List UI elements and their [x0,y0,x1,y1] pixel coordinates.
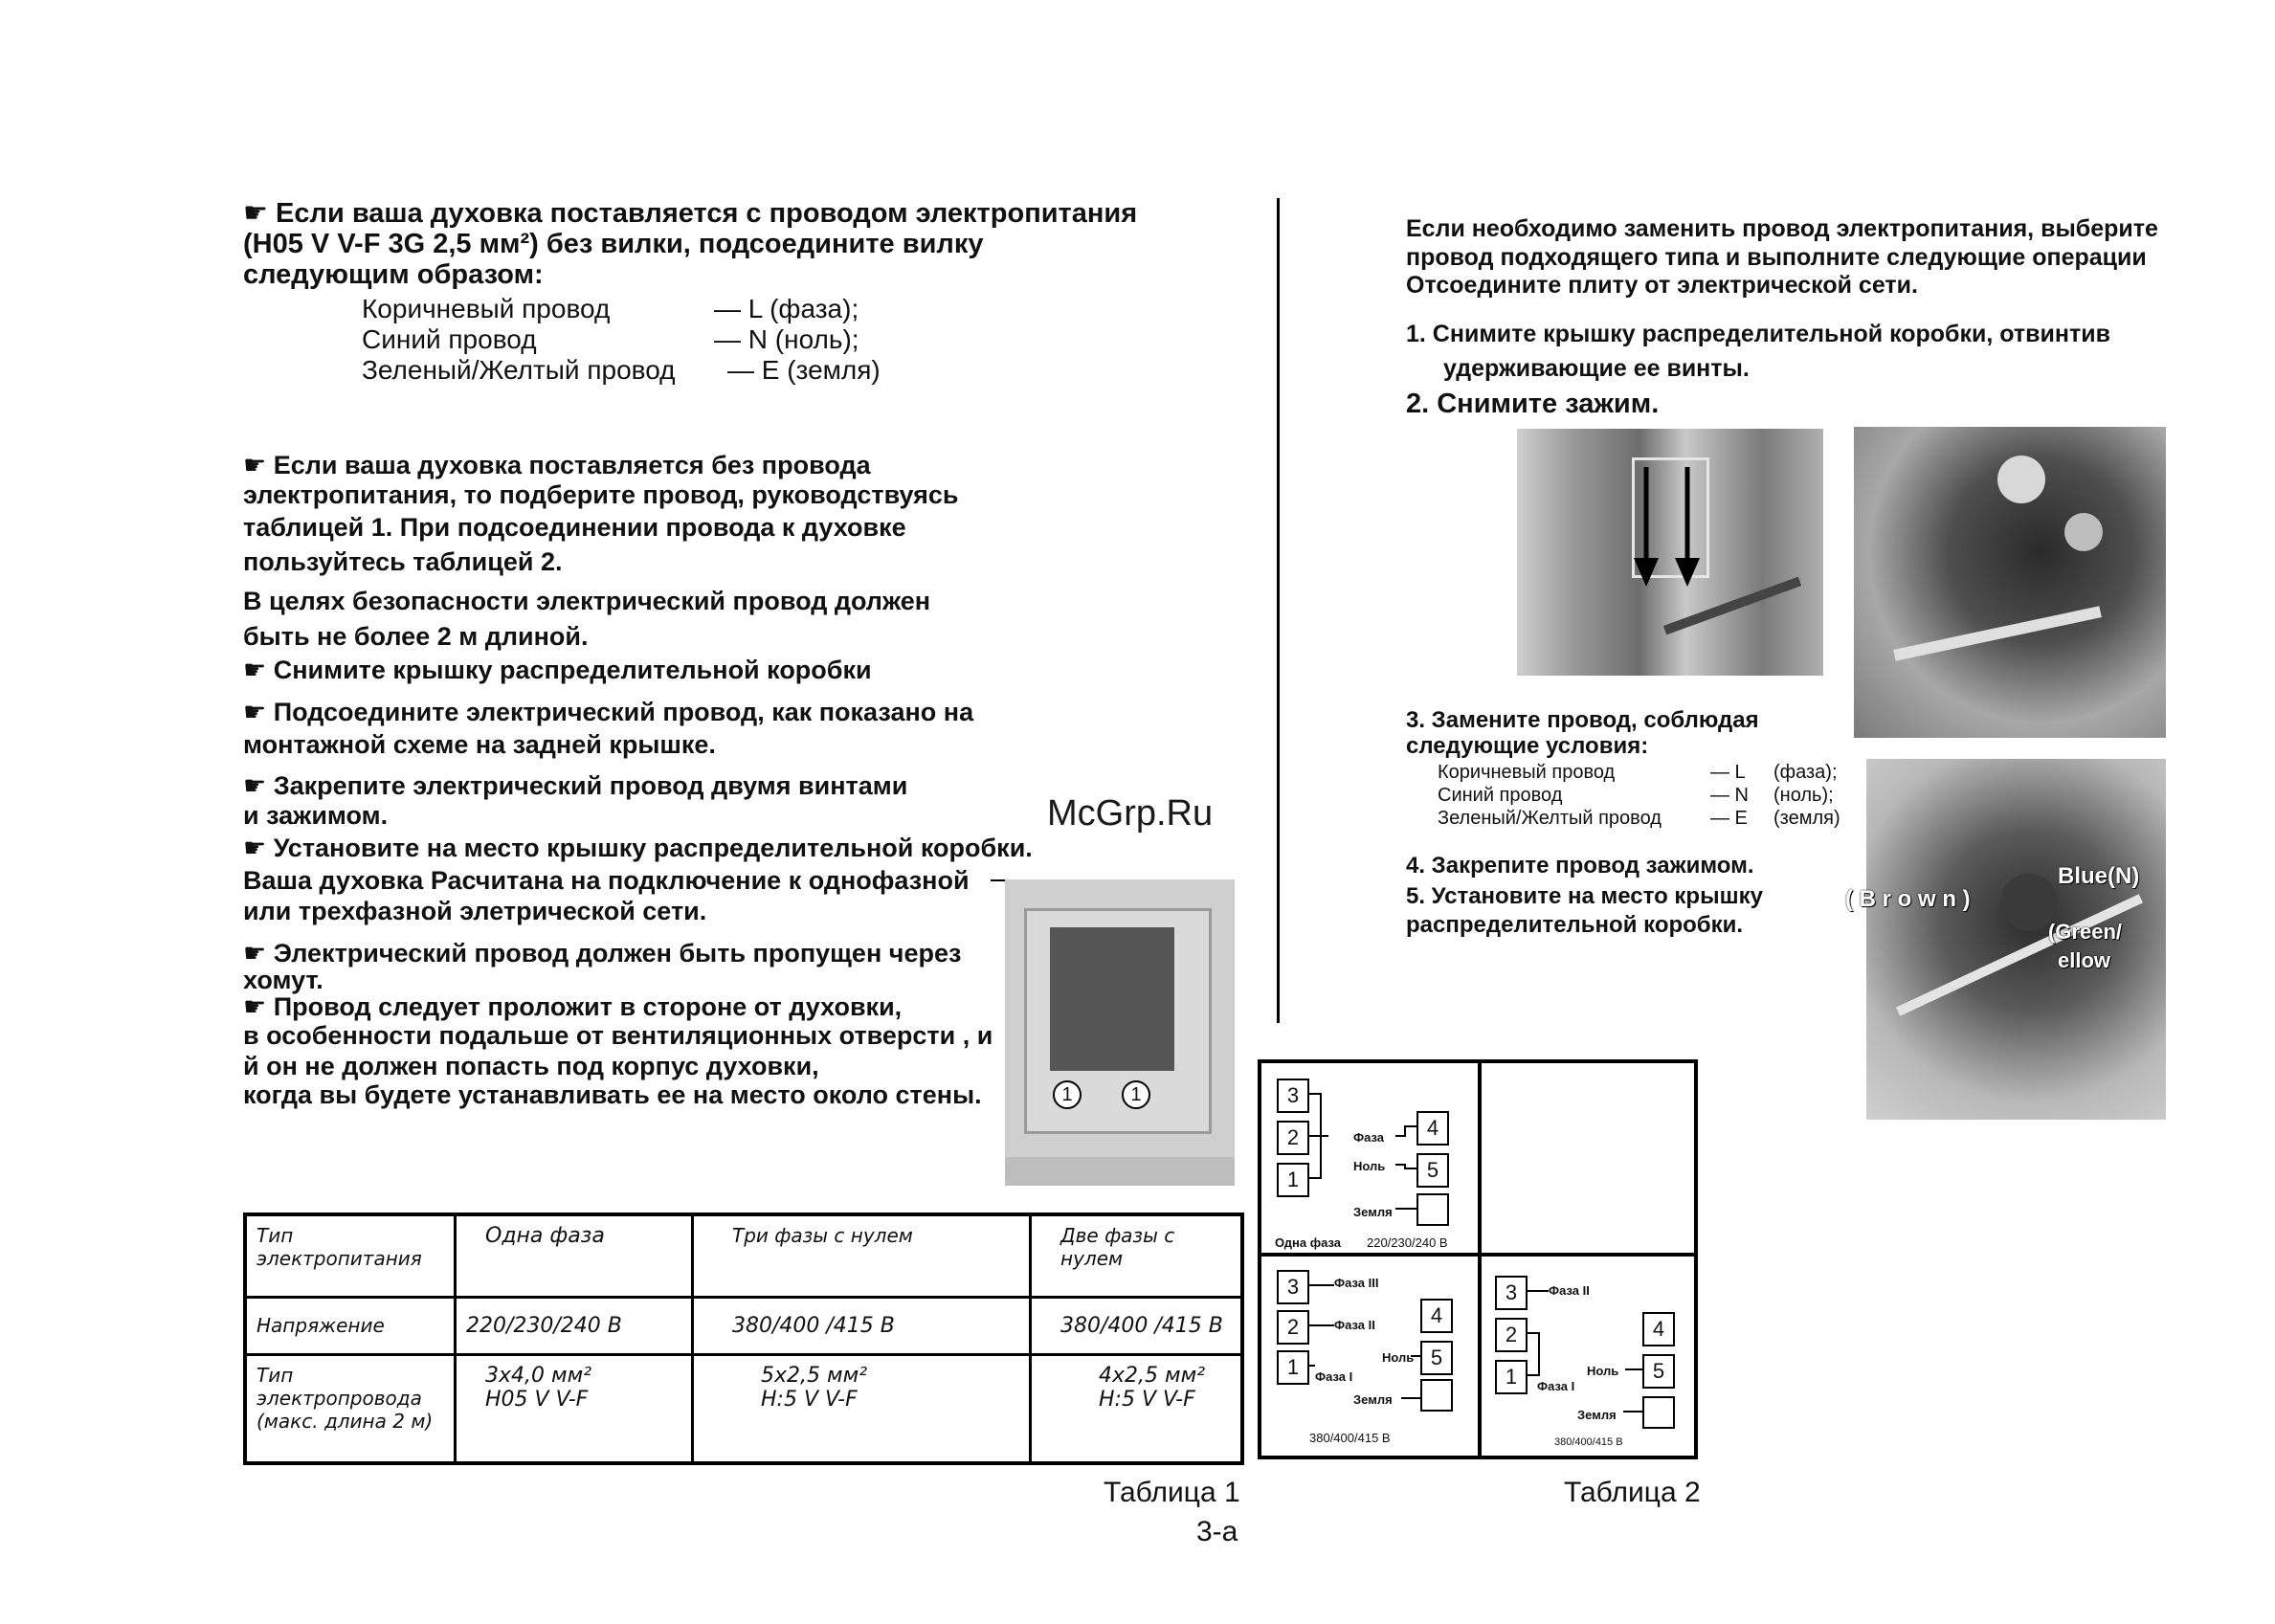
r-wire-brown-desc: (фаза); [1773,762,1838,783]
callout-2: 1 [1122,1080,1150,1109]
label-blue: Blue(N) [2058,863,2140,889]
t1-voltage-label: Напряжение [245,1297,456,1354]
table1-caption: Таблица 1 [1104,1477,1240,1508]
table2 [1258,1059,1698,1459]
table1 [243,1212,1244,1465]
wire-brown-name: Коричневый провод [362,294,611,323]
lbl-zemlya: Земля [1353,1205,1393,1219]
clamp-photo [1517,429,1823,676]
para-line: хомут. [243,966,323,994]
t1-voltage-single: 220/230/240 В [456,1297,693,1354]
step1-line1: 1. Снимите крышку распределительной коробки, отвинтив [1406,321,2110,347]
para-line: пользуйтесь таблицей 2. [243,547,563,576]
intro-line: Отсоедините плиту от электрической сети. [1406,272,1918,299]
wire-blue-code: — N (ноль); [714,324,859,354]
terminal: 2 [1277,1310,1309,1345]
t1-header-type: Тип электропитания [245,1214,456,1297]
page-number: 3-a [1196,1516,1238,1547]
step5-line1: 5. Установите на место крышку [1406,883,1763,909]
heading1-line1: ☛ Если ваша духовка поставляется с проводом электропитания [243,198,1138,229]
intro-line: провод подходящего типа и выполните следующие операции [1406,244,2147,271]
r-wire-blue-code: — N [1710,785,1749,806]
step4: 4. Закрепите провод зажимом. [1406,853,1754,879]
heading1-line3: следующим образом: [243,259,544,290]
terminal: 4 [1642,1312,1675,1346]
para-line: быть не более 2 м длиной. [243,622,589,651]
terminal: 4 [1420,1299,1453,1333]
terminal: 5 [1416,1153,1449,1188]
lbl-single-volt: 220/230/240 В [1367,1235,1448,1250]
para-line: ☛ Если ваша духовка поставляется без провода [243,451,871,479]
terminal: 4 [1416,1111,1449,1146]
rear-panel-photo [1005,879,1235,1186]
lbl-faza1: Фаза I [1315,1369,1353,1384]
r-wire-blue-name: Синий провод [1438,785,1563,806]
lbl-faza: Фаза [1353,1130,1385,1145]
para-line: в особенности подальше от вентиляционных отверсти , и [243,1021,993,1050]
para-line: ☛ Установите на место крышку распределительной коробки. [243,834,1033,862]
t1-wire-single: 3x4,0 мм² H05 V V-F [456,1354,693,1463]
watermark: McGrp.Ru [1047,793,1214,834]
para-line: ☛ Подсоедините электрический провод, как показано на [243,698,974,726]
para-line: ☛ Закрепите электрический провод двумя винтами [243,771,908,800]
callout-1: 1 [1053,1080,1082,1109]
t1-wire-two: 4x2,5 мм² H:5 V V-F [1031,1354,1243,1463]
lbl-zemlya: Земля [1353,1392,1393,1407]
lbl-faza3: Фаза III [1334,1276,1379,1290]
lbl-zemlya: Земля [1577,1408,1617,1422]
label-yellow: ellow [2058,948,2111,972]
r-wire-green-desc: (земля) [1773,808,1840,829]
step5-line2: распределительной коробки. [1406,912,1744,938]
wire-green-code: — E (земля) [727,355,881,385]
lbl-nol: Ноль [1353,1159,1386,1173]
step3-line1: 3. Замените провод, соблюдая [1406,707,1759,733]
para-line: и зажимом. [243,801,389,830]
lbl-two-volt: 380/400/415 В [1554,1436,1623,1448]
lbl-faza2: Фаза II [1334,1318,1375,1332]
para-line: й он не должен попасть под корпус духовки, [243,1052,819,1080]
para-line: ☛ Провод следует проложит в стороне от духовки, [243,992,903,1021]
terminal: 1 [1495,1360,1528,1394]
heading1-line2: (H05 V V-F 3G 2,5 мм²) без вилки, подсоедините вилку [243,229,984,259]
para-line: электропитания, то подберите провод, руководствуясь [243,480,959,509]
lbl-faza2: Фаза II [1549,1283,1590,1298]
terminal: 3 [1277,1270,1309,1304]
para-line: В целях безопасности электрический провод должен [243,587,931,615]
column-divider [1277,198,1280,1023]
para-line: или трехфазной элетрической сети. [243,897,707,925]
terminal: 1 [1277,1163,1309,1197]
wire-blue-name: Синий провод [362,324,537,354]
t1-wire-label: Тип электропровода (макс. длина 2 м) [245,1354,456,1463]
t1-voltage-three: 380/400 /415 В [693,1297,1031,1354]
label-brown: ( B r o w n ) [1845,886,1971,912]
table2-wiring [1261,1063,1694,1456]
lbl-faza1: Фаза I [1537,1379,1575,1393]
lbl-three-volt: 380/400/415 В [1309,1431,1391,1445]
step1-line2: удерживающие ее винты. [1443,355,1750,382]
lbl-nol: Ноль [1382,1350,1415,1365]
r-wire-brown-code: — L [1710,762,1746,783]
lbl-nol: Ноль [1587,1364,1619,1378]
wire-brown-code: — L (фаза); [714,294,859,323]
para-line: Ваша духовка Расчитана на подключение к однофазной [243,866,970,895]
lbl-single-title: Одна фаза [1275,1235,1342,1250]
para-line: монтажной схеме на задней крышке. [243,730,716,759]
r-wire-green-name: Зеленый/Желтый провод [1438,808,1662,829]
t1-voltage-two: 380/400 /415 В [1031,1297,1243,1354]
para-line: когда вы будете устанавливать ее на место около стены. [243,1080,982,1109]
terminal: 2 [1495,1318,1528,1352]
t1-header-single: Одна фаза [456,1214,693,1297]
intro-line: Если необходимо заменить провод электропитания, выберите [1406,215,2158,242]
t1-header-two: Две фазы с нулем [1031,1214,1243,1297]
para-line: ☛ Снимите крышку распределительной коробки [243,656,872,684]
t1-wire-three: 5x2,5 мм² H:5 V V-F [693,1354,1031,1463]
step3-line2: следующие условия: [1406,733,1649,759]
terminal: 5 [1642,1354,1675,1389]
label-green: (Green/ [2048,920,2123,944]
terminal: 3 [1277,1079,1309,1113]
terminal: 5 [1420,1341,1453,1375]
wire-green-name: Зеленый/Желтый провод [362,355,676,385]
para-line: таблицей 1. При подсоединении провода к духовке [243,513,906,542]
terminal: 2 [1277,1121,1309,1155]
step2: 2. Снимите зажим. [1406,389,1660,419]
para-line: ☛ Электрический провод должен быть пропущен через [243,939,962,968]
terminal: 3 [1495,1276,1528,1310]
r-wire-blue-desc: (ноль); [1773,785,1834,806]
r-wire-green-code: — E [1710,808,1748,829]
r-wire-brown-name: Коричневый провод [1438,762,1616,783]
table2-caption: Таблица 2 [1564,1477,1701,1508]
terminal-photo [1854,427,2166,738]
t1-header-three: Три фазы с нулем [693,1214,1031,1297]
terminal: 1 [1277,1350,1309,1385]
